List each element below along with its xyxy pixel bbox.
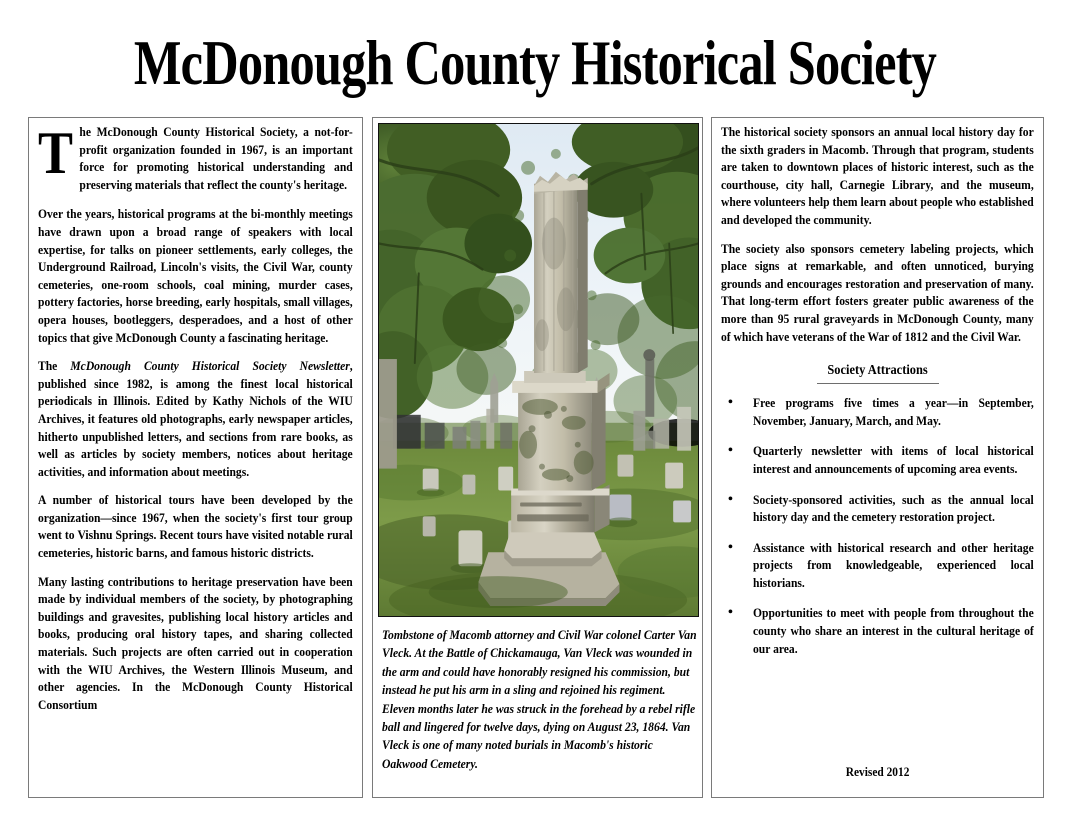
paragraph-history-day: The historical society sponsors an annual local history day for the sixth graders in Macomb. Through that program, students are taken to downtown places of historic interest, such as the courthouse, city hall, Carnegie Library, and the museum, where volunteers help them learn about people who established and developed the community. bbox=[721, 125, 1034, 227]
society-attractions-list bbox=[721, 395, 1034, 658]
intro-paragraph-text: he McDonough County Historical Society, a not-for-profit organization founded in 1967, is an important force for promoting historical understanding and preserving materials that reflect the county's heritage. bbox=[79, 125, 353, 192]
revised-date bbox=[712, 765, 1043, 780]
photo-illustration bbox=[379, 124, 698, 616]
list-item bbox=[721, 605, 1034, 658]
paragraph-programs: Over the years, historical programs at the bi-monthly meetings have drawn upon a broad range of speakers with local expertise, for talks on pioneer settlements, early colleges, the Underground Railroad, Lincoln's visits, the Civil War, county cemeteries, one-room schools, coal mining, murder cases, pottery factories, horse breeding, early hospitals, small villages, opera houses, bootleggers, desperadoes, and a host of other topics that give McDonough County a fascinating heritage. bbox=[38, 207, 353, 345]
section-heading-rule bbox=[817, 383, 939, 384]
photo-caption: Tombstone of Macomb attorney and Civil War colonel Carter Van Vleck. At the Battle of Chickamauga, Van Vleck was wounded in the arm and could have honorably resigned his commission, but instead he put his arm in a sling and rejoined his regiment. Eleven months later he was struck in the forehead by a rebel rifle ball and lingered for twelve days, dying on August 23, 1864. Van Vleck is one of many noted burials in Macomb's historic Oakwood Cemetery. bbox=[382, 628, 697, 771]
text-column-left bbox=[28, 117, 363, 798]
list-item-text: • Quarterly newsletter with items of local historical interest and announcements of upcoming area events. bbox=[753, 444, 1034, 476]
drop-cap-letter: T bbox=[38, 120, 73, 186]
text-column-right bbox=[711, 117, 1044, 798]
paragraph-cemetery-labeling: The society also sponsors cemetery labeling projects, which place signs at remarkable, and often unnoticed, burying grounds and encourages restoration and preservation of many. That long-term effort fosters greater public awareness of the more than 95 rural graveyards in McDonough County, many of which have veterans of the War of 1812 and the Civil War. bbox=[721, 241, 1034, 344]
newsletter-lead: The bbox=[38, 359, 71, 374]
list-item-text: • Society-sponsored activities, such as the annual local history day and the cemetery restoration project. bbox=[753, 492, 1034, 525]
page-title: McDonough County Historical Society bbox=[133, 28, 937, 98]
section-heading-society-attractions bbox=[721, 360, 1034, 380]
list-item-text: • Free programs five times a year—in September, November, January, March, and May. bbox=[753, 396, 1034, 428]
list-item bbox=[721, 443, 1034, 478]
section-heading-text: Society Attractions bbox=[827, 362, 928, 378]
revised-date-text: Revised 2012 bbox=[845, 765, 910, 779]
paragraph-contributions: Many lasting contributions to heritage preservation have been made by individual members of the society, by photographing buildings and gravesites, publishing local history articles and books, producing oral history tapes, and sharing collected materials. Such projects are often carried out in cooperation with the WIU Archives, the Western Illinois Museum, and other agencies. In the McDonough County Historical Consortium bbox=[38, 574, 353, 712]
list-item bbox=[721, 395, 1034, 430]
list-item bbox=[721, 540, 1034, 593]
masthead bbox=[0, 30, 1070, 96]
van-vleck-tombstone-photo bbox=[378, 123, 699, 617]
intro-paragraph bbox=[38, 120, 353, 194]
photo-column-center bbox=[372, 117, 703, 798]
newsletter-rest: , published since 1982, is among the finest local historical periodicals in Illinois. Edited by Kathy Nichols of the WIU Archives, it features old photographs, early newspaper articles, hitherto unpublished letters, and sections from rare books, as well as articles by society members, notices about heritage activities, and information about meetings. bbox=[38, 359, 353, 479]
paragraph-newsletter bbox=[38, 358, 353, 481]
list-item bbox=[721, 492, 1034, 527]
newsletter-title: McDonough County Historical Society Newsletter bbox=[70, 359, 350, 374]
paragraph-tours: A number of historical tours have been developed by the organization—since 1967, when the society's first tour group went to Vishnu Springs. Recent tours have visited notable rural cemeteries, historic barns, and famous historic districts. bbox=[38, 493, 353, 561]
list-item-text: • Opportunities to meet with people from throughout the county who share an interest in the cultural heritage of our area. bbox=[753, 606, 1034, 656]
list-item-text: • Assistance with historical research and other heritage projects from knowledgeable, experienced local historians. bbox=[753, 540, 1034, 590]
